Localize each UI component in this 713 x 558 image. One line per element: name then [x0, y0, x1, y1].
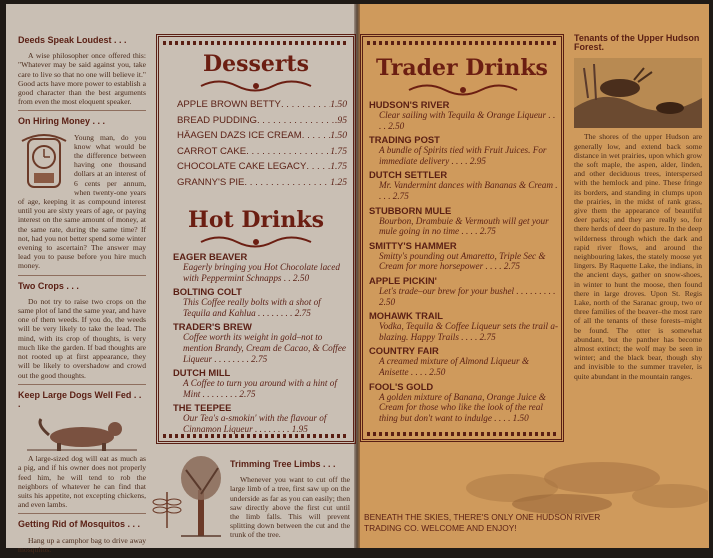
- trader-drinks-box: [360, 34, 564, 442]
- clock-illustration: [18, 133, 70, 193]
- dessert-item: GRANNY'S PIE . . . 1.25: [177, 177, 347, 188]
- hot-drink-item: TRADER'S BREW Coffee worth its weight in gold–not to mention Brandy, Cream de Cacao, & Coffee Liqueur . . . . . . . . 2.75: [173, 321, 346, 364]
- section-text: Do not try to raise two crops on the same plot of land the same year, and have one of them weeds. If you do, the weeds will be very likely to take the lead. The mind, with its crop of thoughts, is very much like the garden. If bad thoughts are not rooted up at first appearance, they will be likely to overshadow and crowd out the good thoughts.: [18, 296, 146, 380]
- trader-drink-item: STUBBORN MULE Bourbon, Drambuie & Vermouth will get your mule going in no time . . . . 2.75: [369, 204, 549, 237]
- trader-drink-item: MOHAWK TRAIL Vodka, Tequila & Coffee Liqueur sets the trail a-blazing. Happy Trails . . . . 2.75: [369, 310, 559, 342]
- desserts-hot-drinks-box: [156, 34, 356, 444]
- hot-drink-item: BOLTING COLT This Coffee really bolts with a shot of Tequila and Kahlua . . . . . . . . 2.75: [173, 286, 321, 318]
- dessert-item: APPLE BROWN BETTY . . . 1.50: [177, 99, 347, 110]
- decorative-swirl-icon: [407, 83, 519, 97]
- trader-drink-item: HUDSON'S RIVER Clear sailing with Tequila & Orange Liqueur . . . . 2.50: [369, 99, 556, 131]
- sidebar-right: [574, 34, 702, 385]
- trader-drink-item: COUNTRY FAIR A creamed mixture of Almond Liqueur & Anisette . . . . 2.50: [369, 345, 530, 377]
- section-text: Young man, do you know what would be the difference between having one thousand dollars at an interest of 6 cents per annum, when twenty-one years of age, keeping it as compound interest until you are sixty years of age, or paying interest on the same amount of money, at the same rate, during the same time? If not, had you not better spend some winter evening to ascertain? The answer may lead you to pause before you hire much money.: [18, 132, 146, 271]
- trader-drinks-list: [369, 99, 559, 426]
- trader-drink-item: FOOL'S GOLD A golden mixture of Banana, Orange Juice & Cream for those who like the look of the real thing but don't want to indulge . . . . 1.50: [369, 380, 546, 423]
- dessert-item: BREAD PUDDING . . . .95: [177, 115, 347, 126]
- section-text: The shores of the upper Hudson are generally low, and extend back some distance in wet prairies, upon which grow the soft maple, the aspen, alder, linden, and other deciduous trees, interspersed with the hemlock and pine. These fringe its borders, and standing in clumps upon the prairies, in the midst of rank grass, give them the appearance of beautiful deer parks; and they are really so, for there herds of deer do pasture. In the deep wilderness through which the dark and rapid river flows, and around the neighbouring lakes, the stately moose yet lingers. By Raquette Lake, the indians, in the ancient days, gather on snow-shoes, in winter to hunt the moose, then found there in large droves. Upon St. Regis Lake, north of the Saranac group, two or three families of the beaver–the most rare of all the tenants of these forests–might be found. The otter is somewhat abundant, but the panther has become almost extinct; the wolf may be seen in winter; and the black bear, though shy and invisible to the summer traveler, is quite abundant in the mountain ranges.: [574, 132, 702, 381]
- trader-drinks-title: Trader Drinks: [376, 55, 548, 81]
- section-text: Whenever you want to cut off the large limb of a tree, first saw up on the underside as far as you can easily; then saw directly above the first cut until the limb falls. This will prevent splitting down between the cut and the trunk of the tree.: [230, 475, 350, 540]
- hot-drink-item: DUTCH MILL A Coffee to turn you around with a hint of Mint . . . . . . . . 2.75: [173, 367, 337, 399]
- section-heading: Tenants of the Upper Hudson Forest.: [574, 33, 700, 53]
- section-dogs: [18, 391, 146, 510]
- sky-clouds-illustration: [452, 448, 708, 516]
- section-heading: Getting Rid of Mosquitos . . .: [18, 519, 140, 530]
- dog-illustration: [27, 415, 137, 451]
- trader-drink-item: DUTCH SETTLER Mr. Vandermint dances with Bananas & Cream . . . . 2.75: [369, 169, 558, 201]
- section-heading: Two Crops . . .: [18, 280, 79, 291]
- hot-drinks-title: Hot Drinks: [188, 207, 324, 233]
- dessert-item: HÄAGEN DAZS ICE CREAM . . . 1.50: [177, 130, 347, 141]
- tree-illustration: [176, 450, 226, 540]
- dessert-item: CHOCOLATE CAKE LEGACY . . . 1.75: [177, 161, 347, 172]
- desserts-title: Desserts: [203, 51, 309, 77]
- hot-drink-item: THE TEEPEE Our Tea's a-smokin' with the flavour of Cinnamon Liqueur . . . . . . . . 1.95: [173, 402, 327, 434]
- trader-drink-item: TRADING POST A bundle of Spirits tied with Fruit Juices. For immediate delivery . . . . 2.95: [369, 134, 547, 166]
- footer-tagline: BENEATH THE SKIES, THERE'S ONLY ONE HUDSON RIVER TRADING CO. WELCOME AND ENJOY!: [364, 512, 601, 533]
- section-crops: [18, 282, 146, 380]
- dessert-item: CARROT CAKE . . . 1.75: [177, 146, 347, 157]
- section-deeds: [18, 36, 146, 106]
- hot-drink-item: EAGER BEAVER Eagerly bringing you Hot Chocolate laced with Peppermint Schnapps . . 2.50: [173, 251, 340, 283]
- section-mosquitos: [18, 520, 146, 554]
- section-text: A wise philosopher once offered this: "Whatever may be said against you, take care to live so that no one will believe it." Good acts have more power to establish a good character than the best arguments from even the most eloquent speaker.: [18, 51, 146, 107]
- sidebar-left: [18, 36, 146, 558]
- trader-drink-item: APPLE PICKIN' Let's trade–our brew for your bushel . . . . . . . . . 2.50: [369, 274, 556, 307]
- section-heading: Trimming Tree Limbs . . .: [230, 459, 336, 469]
- section-trimming: [230, 460, 350, 544]
- dragonfly-icon: [152, 488, 182, 532]
- hot-drinks-list: [173, 251, 349, 438]
- trader-drink-item: SMITTY'S HAMMER Smitty's pounding out Amaretto, Triple Sec & Cream for more horsepower . . . . 2.75: [369, 239, 546, 272]
- desserts-list: [177, 99, 347, 193]
- decorative-swirl-icon: [199, 235, 313, 249]
- section-text: Hang up a camphor bag to drive away mosquitos.: [18, 535, 146, 554]
- section-heading: Deeds Speak Loudest . . .: [18, 35, 127, 45]
- forest-animals-illustration: [574, 58, 702, 128]
- section-text: A large-sized dog will eat as much as a pig, and if his owner does not properly feed him, he will tend to rob the neighbors of whatever he can find that suits his appetite, not excepting chickens, and even lambs.: [18, 454, 146, 510]
- section-heading: On Hiring Money . . .: [18, 116, 106, 127]
- decorative-swirl-icon: [199, 79, 313, 93]
- section-heading: Keep Large Dogs Well Fed . . .: [18, 389, 142, 409]
- section-hiring: [18, 117, 146, 270]
